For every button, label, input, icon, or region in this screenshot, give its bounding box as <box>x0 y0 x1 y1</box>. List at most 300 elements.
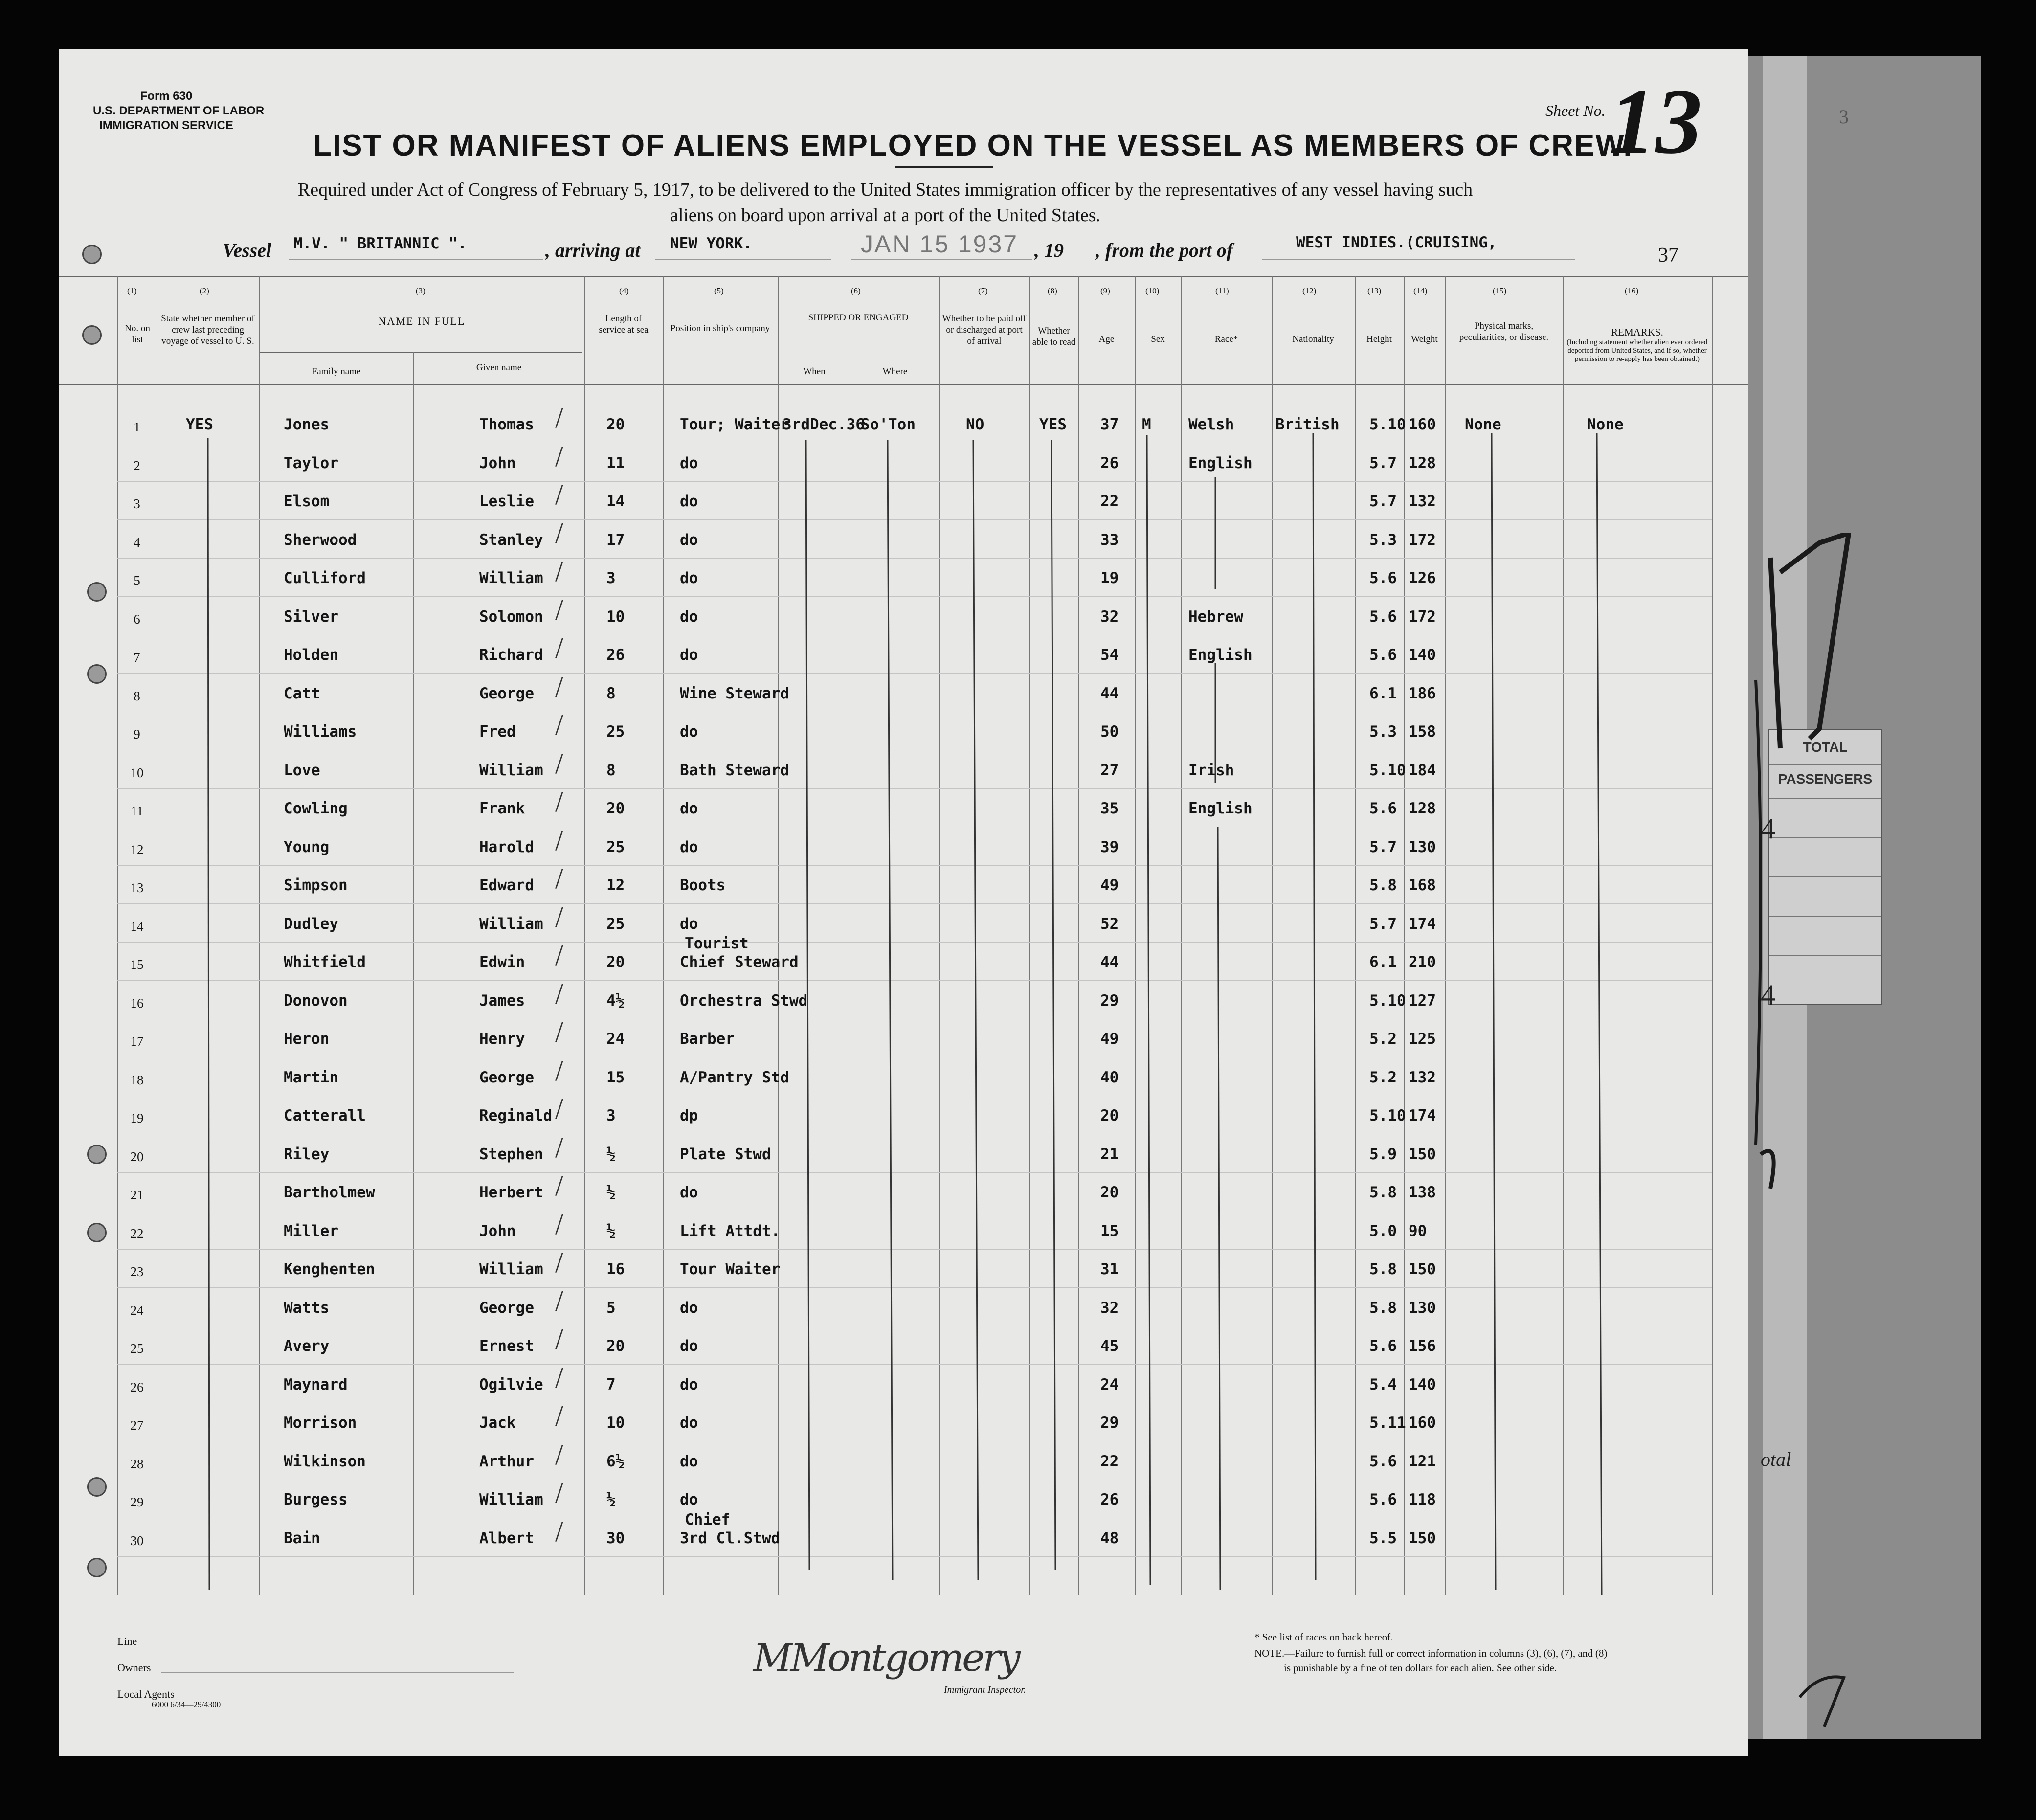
year-label: , 19 <box>1034 239 1064 261</box>
cell-given: Solomon <box>479 607 543 626</box>
row-number: 20 <box>130 1149 144 1164</box>
cell-position: do <box>680 838 698 856</box>
cell-weight: 90 <box>1409 1222 1427 1240</box>
cell-age: 48 <box>1100 1529 1119 1547</box>
cell-sex: M <box>1142 416 1151 433</box>
cell-family: Taylor <box>284 454 338 472</box>
col-num: (16) <box>1625 286 1639 295</box>
row-number: 27 <box>130 1418 144 1433</box>
cell-family: Dudley <box>284 915 338 933</box>
cell-weight: 158 <box>1409 723 1436 741</box>
cell-weight: 130 <box>1409 1299 1436 1317</box>
check-mark: / <box>555 709 563 741</box>
row-number: 6 <box>134 611 140 627</box>
header-sex: Sex <box>1151 334 1165 344</box>
row-number: 30 <box>130 1533 144 1548</box>
cell-position: do <box>680 569 698 587</box>
row-number: 21 <box>130 1188 144 1202</box>
cell-prev: YES <box>186 416 213 433</box>
arriving-label: , arriving at <box>545 239 641 261</box>
cell-age: 37 <box>1100 416 1119 433</box>
row-number: 5 <box>134 573 140 588</box>
cell-height: 5.7 <box>1369 915 1397 933</box>
footer-owners-label: Owners <box>117 1662 151 1674</box>
cell-weight: 127 <box>1409 991 1436 1010</box>
row-number: 23 <box>130 1264 144 1279</box>
cell-age: 29 <box>1100 1414 1119 1432</box>
cell-family: Catterall <box>284 1107 366 1124</box>
cell-family: Maynard <box>284 1375 348 1393</box>
cell-service: 24 <box>606 1030 625 1048</box>
cell-height: 5.6 <box>1369 1452 1397 1470</box>
row-number: 19 <box>130 1111 144 1125</box>
inspector-signature: MMontgomery <box>753 1636 1019 1680</box>
header-given-name: Given name <box>476 362 522 373</box>
cell-family: Cowling <box>284 800 348 817</box>
row-number: 26 <box>130 1379 144 1394</box>
department-name: U.S. DEPARTMENT OF LABOR <box>93 104 265 117</box>
cell-service: 25 <box>606 838 625 856</box>
cell-position: do <box>680 1184 698 1201</box>
cell-family: Avery <box>284 1337 330 1355</box>
cell-height: 5.6 <box>1369 569 1397 587</box>
cell-service: 17 <box>606 531 625 549</box>
row-number: 8 <box>134 688 140 703</box>
header-race: Race* <box>1214 334 1238 344</box>
col-num: (13) <box>1367 286 1382 295</box>
cell-weight: 174 <box>1409 1107 1436 1124</box>
cell-height: 5.2 <box>1369 1030 1397 1048</box>
row-number: 28 <box>130 1456 144 1471</box>
cell-weight: 130 <box>1409 838 1436 856</box>
check-mark: / <box>555 862 563 895</box>
cell-weight: 128 <box>1409 800 1436 817</box>
check-mark: / <box>555 1131 563 1164</box>
cell-weight: 118 <box>1409 1491 1436 1508</box>
cell-given: Edward <box>479 876 534 894</box>
row-number: 12 <box>130 842 144 857</box>
check-mark: / <box>555 517 563 549</box>
cell-height: 5.8 <box>1369 1299 1397 1317</box>
cell-given: Stephen <box>479 1145 543 1163</box>
cell-family: Whitfield <box>284 953 366 971</box>
row-number: 17 <box>130 1034 144 1049</box>
cell-when: 3rdDec.36 <box>783 416 865 433</box>
cell-given: Richard <box>479 646 543 664</box>
check-mark: / <box>555 1323 563 1355</box>
header-position: Position in ship's company <box>670 323 770 334</box>
cell-height: 5.9 <box>1369 1145 1397 1163</box>
from-label: , from the port of <box>1096 239 1233 261</box>
cell-given: Ernest <box>479 1337 534 1355</box>
cell-position: do <box>680 1452 698 1470</box>
cell-height: 5.8 <box>1369 1260 1397 1278</box>
cell-family: Heron <box>284 1030 330 1048</box>
header-when: When <box>803 366 826 377</box>
cell-age: 31 <box>1100 1260 1119 1278</box>
check-mark: / <box>555 555 563 587</box>
cell-given: Fred <box>479 723 516 741</box>
cell-height: 5.6 <box>1369 607 1397 626</box>
header-length-service: Length of service at sea <box>599 314 649 335</box>
sheet-label: Sheet No. <box>1545 102 1606 119</box>
cell-position: do <box>680 493 698 510</box>
cell-weight: 160 <box>1409 416 1436 433</box>
row-number: 13 <box>130 880 144 895</box>
cell-service: ½ <box>606 1222 616 1240</box>
service-name: IMMIGRATION SERVICE <box>99 119 233 132</box>
cell-age: 19 <box>1100 569 1119 587</box>
cell-height: 5.4 <box>1369 1375 1397 1393</box>
cell-family: Holden <box>284 646 338 664</box>
cell-position: Wine Steward <box>680 684 789 702</box>
cell-height: 5.0 <box>1369 1222 1397 1240</box>
cell-position: Boots <box>680 876 726 894</box>
check-mark: / <box>555 1169 563 1202</box>
cell-service: 30 <box>606 1529 625 1547</box>
row-number: 22 <box>130 1226 144 1241</box>
row-number: 4 <box>134 535 140 550</box>
cell-weight: 140 <box>1409 646 1436 664</box>
cell-position: do <box>680 723 698 741</box>
cell-age: 27 <box>1100 761 1119 779</box>
check-mark: / <box>555 1093 563 1125</box>
total-label: TOTAL <box>1803 740 1848 755</box>
cell-weight: 174 <box>1409 915 1436 933</box>
check-mark: / <box>555 824 563 856</box>
cell-height: 6.1 <box>1369 953 1397 971</box>
header-able-read: Whether able to read <box>1032 326 1076 347</box>
cell-weight: 160 <box>1409 1414 1436 1432</box>
cell-position: dp <box>680 1107 698 1124</box>
cell-height: 5.8 <box>1369 1184 1397 1201</box>
cell-service: 12 <box>606 876 625 894</box>
cell-service: 25 <box>606 723 625 741</box>
cell-position-top: Tourist <box>685 935 749 952</box>
check-mark: / <box>555 900 563 933</box>
cell-race: English <box>1188 454 1253 472</box>
cell-weight: 186 <box>1409 684 1436 702</box>
cell-position-top: Chief <box>685 1510 731 1528</box>
cell-family: Watts <box>284 1299 330 1317</box>
cell-family: Elsom <box>284 493 330 510</box>
cell-weight: 156 <box>1409 1337 1436 1355</box>
cell-weight: 184 <box>1409 761 1436 779</box>
cell-weight: 126 <box>1409 569 1436 587</box>
cell-given: William <box>479 915 543 933</box>
cell-given: Reginald <box>479 1107 553 1124</box>
header-remarks-note: (Including statement whether alien ever ordered deported from United States, and if so, whether permission to re-apply has been obtained.) <box>1566 338 1708 363</box>
cell-race: Irish <box>1188 761 1234 779</box>
footer-agents-label: Local Agents <box>117 1688 175 1700</box>
cell-race: Welsh <box>1188 416 1234 433</box>
cell-service: ½ <box>606 1145 616 1163</box>
cell-family: Sherwood <box>284 531 357 549</box>
row-number: 10 <box>130 765 144 780</box>
header-remarks: REMARKS. <box>1611 326 1663 338</box>
cell-age: 22 <box>1100 493 1119 510</box>
check-mark: / <box>555 670 563 703</box>
cell-race: Hebrew <box>1188 607 1243 626</box>
cell-position: Chief Steward <box>680 953 799 971</box>
row-number: 1 <box>134 420 140 434</box>
check-mark: / <box>555 1515 563 1548</box>
cell-given: William <box>479 1491 543 1508</box>
cell-given: George <box>479 1299 534 1317</box>
cell-position: do <box>680 607 698 626</box>
cell-service: 15 <box>606 1068 625 1086</box>
subtitle-line-1: Required under Act of Congress of February 5, 1917, to be delivered to the United States immigration officer by the representatives of any vessel having such <box>297 180 1473 200</box>
check-mark: / <box>555 786 563 818</box>
cell-family: Young <box>284 838 330 856</box>
cell-age: 32 <box>1100 1299 1119 1317</box>
cell-age: 44 <box>1100 684 1119 702</box>
row-number: 25 <box>130 1341 144 1356</box>
cell-physical: None <box>1465 416 1501 433</box>
cell-weight: 140 <box>1409 1375 1436 1393</box>
cell-nationality: British <box>1275 416 1340 433</box>
cell-family: Martin <box>284 1068 338 1086</box>
cell-family: Jones <box>284 416 330 433</box>
col-num: (2) <box>200 286 209 295</box>
check-mark: / <box>555 1016 563 1048</box>
date-stamp: JAN 15 1937 <box>861 230 1019 258</box>
header-paid-off: Whether to be paid off or discharged at port of arrival <box>942 314 1027 346</box>
cell-height: 5.10 <box>1369 416 1406 433</box>
cell-service: 6½ <box>606 1452 625 1470</box>
check-mark: / <box>555 1361 563 1394</box>
cell-age: 26 <box>1100 1491 1119 1508</box>
col-num: (6) <box>851 286 861 295</box>
cell-given: George <box>479 1068 534 1086</box>
check-mark: / <box>555 632 563 664</box>
header-nationality: Nationality <box>1292 334 1334 344</box>
col-num: (4) <box>619 286 629 295</box>
col-num: (12) <box>1302 286 1317 295</box>
footer-note-1: * See list of races on back hereof. <box>1254 1631 1393 1643</box>
cell-height: 5.3 <box>1369 723 1397 741</box>
cell-given: James <box>479 991 525 1010</box>
row-number: 2 <box>134 458 140 473</box>
footer-note-2: NOTE.—Failure to furnish full or correct information in columns (3), (6), (7), and (8) <box>1254 1647 1608 1659</box>
cell-service: 20 <box>606 800 625 817</box>
cell-family: Culliford <box>284 569 366 587</box>
check-mark: / <box>555 402 563 434</box>
cell-family: Donovon <box>284 991 348 1010</box>
col-num: (1) <box>127 286 137 295</box>
cell-given: Frank <box>479 800 525 817</box>
cell-service: 4½ <box>606 991 625 1010</box>
cell-service: 3 <box>606 569 616 587</box>
cell-given: John <box>479 1222 516 1240</box>
cell-height: 5.7 <box>1369 838 1397 856</box>
cell-height: 5.3 <box>1369 531 1397 549</box>
cell-height: 5.10 <box>1369 991 1406 1010</box>
cell-given: William <box>479 569 543 587</box>
cell-family: Kenghenten <box>284 1260 375 1278</box>
cell-race: English <box>1188 800 1253 817</box>
cell-race: English <box>1188 646 1253 664</box>
side-mark: 4 <box>1761 979 1775 1011</box>
header-state-whether: State whether member of crew last preceding voyage of vessel to U. S. <box>161 314 255 346</box>
check-mark: / <box>555 1208 563 1240</box>
cell-weight: 128 <box>1409 454 1436 472</box>
cell-service: 20 <box>606 953 625 971</box>
cell-height: 5.2 <box>1369 1068 1397 1086</box>
cell-service: 3 <box>606 1107 616 1124</box>
cell-given: Stanley <box>479 531 543 549</box>
cell-age: 52 <box>1100 915 1119 933</box>
cell-height: 5.7 <box>1369 493 1397 510</box>
cell-age: 54 <box>1100 646 1119 664</box>
cell-age: 35 <box>1100 800 1119 817</box>
print-code: 6000 6/34—29/4300 <box>152 1700 221 1709</box>
cell-given: William <box>479 761 543 779</box>
cell-given: Herbert <box>479 1184 543 1201</box>
cell-weight: 172 <box>1409 607 1436 626</box>
row-number: 3 <box>134 496 140 511</box>
cell-family: Wilkinson <box>284 1452 366 1470</box>
cell-height: 5.5 <box>1369 1529 1397 1547</box>
fill-line <box>161 1672 514 1673</box>
cell-weight: 150 <box>1409 1145 1436 1163</box>
from-port: WEST INDIES.(CRUISING, <box>1296 234 1497 251</box>
cell-age: 32 <box>1100 607 1119 626</box>
check-mark: / <box>555 478 563 511</box>
cell-age: 20 <box>1100 1107 1119 1124</box>
cell-given: Albert <box>479 1529 534 1547</box>
cell-age: 33 <box>1100 531 1119 549</box>
cell-given: Leslie <box>479 493 534 510</box>
col-num: (15) <box>1493 286 1507 295</box>
col-num: (7) <box>978 286 988 295</box>
check-mark: / <box>555 593 563 626</box>
cell-position: do <box>680 1375 698 1393</box>
vessel-label: Vessel <box>223 239 271 261</box>
cell-service: 8 <box>606 761 616 779</box>
header-family-name: Family name <box>312 366 361 377</box>
check-mark: / <box>555 440 563 472</box>
cell-family: Bain <box>284 1529 320 1547</box>
cell-weight: 150 <box>1409 1260 1436 1278</box>
cell-service: 10 <box>606 1414 625 1432</box>
page-number: 37 <box>1658 244 1678 267</box>
arriving-port: NEW YORK. <box>670 235 752 252</box>
vessel-name: M.V. " BRITANNIC ". <box>293 235 467 252</box>
cell-weight: 121 <box>1409 1452 1436 1470</box>
cell-position: do <box>680 1299 698 1317</box>
cell-paid: NO <box>966 416 984 433</box>
check-mark: / <box>555 1400 563 1432</box>
cell-position: do <box>680 646 698 664</box>
cell-position: Tour Waiter <box>680 1260 781 1278</box>
cell-height: 6.1 <box>1369 684 1397 702</box>
cell-family: Love <box>284 761 320 779</box>
cell-age: 21 <box>1100 1145 1119 1163</box>
check-mark: / <box>555 1477 563 1509</box>
check-mark: / <box>555 747 563 780</box>
cell-service: 20 <box>606 416 625 433</box>
cell-family: Catt <box>284 684 320 702</box>
cell-age: 45 <box>1100 1337 1119 1355</box>
cell-service: 10 <box>606 607 625 626</box>
corner-mark: 3 <box>1839 106 1849 128</box>
cell-position: do <box>680 800 698 817</box>
cell-weight: 138 <box>1409 1184 1436 1201</box>
cell-position: Bath Steward <box>680 761 789 779</box>
row-number: 16 <box>130 995 144 1011</box>
cell-read: YES <box>1039 416 1067 433</box>
cell-family: Simpson <box>284 876 348 894</box>
row-number: 24 <box>130 1303 144 1318</box>
row-number: 7 <box>134 650 140 665</box>
cell-height: 5.6 <box>1369 800 1397 817</box>
cell-service: 20 <box>606 1337 625 1355</box>
cell-height: 5.6 <box>1369 1491 1397 1508</box>
cell-family: Morrison <box>284 1414 357 1432</box>
cell-age: 15 <box>1100 1222 1119 1240</box>
cell-position: do <box>680 531 698 549</box>
header-physical: Physical marks, peculiarities, or disease. <box>1459 321 1549 342</box>
cell-age: 44 <box>1100 953 1119 971</box>
cell-position: do <box>680 1414 698 1432</box>
cell-age: 49 <box>1100 876 1119 894</box>
sheet-number: 13 <box>1609 70 1702 173</box>
cell-given: Jack <box>479 1414 516 1432</box>
cell-position: 3rd Cl.Stwd <box>680 1529 781 1547</box>
header-where: Where <box>882 366 908 377</box>
cell-position: Barber <box>680 1030 735 1048</box>
cell-weight: 210 <box>1409 953 1436 971</box>
footer-line-label: Line <box>117 1635 137 1647</box>
cell-height: 5.6 <box>1369 646 1397 664</box>
check-mark: / <box>555 977 563 1010</box>
inspector-label: Immigrant Inspector. <box>944 1685 1026 1695</box>
row-number: 15 <box>130 957 144 972</box>
cell-height: 5.11 <box>1369 1414 1406 1432</box>
cell-age: 29 <box>1100 991 1119 1010</box>
check-mark: / <box>555 939 563 971</box>
cell-age: 22 <box>1100 1452 1119 1470</box>
cell-position: Lift Attdt. <box>680 1222 781 1240</box>
footer-note-3: is punishable by a fine of ten dollars for each alien. See other side. <box>1284 1662 1557 1674</box>
cell-age: 20 <box>1100 1184 1119 1201</box>
row-number: 11 <box>131 804 143 818</box>
cell-service: 16 <box>606 1260 625 1278</box>
cell-family: Miller <box>284 1222 338 1240</box>
cell-given: William <box>479 1260 543 1278</box>
cell-given: Ogilvie <box>479 1375 543 1393</box>
cell-service: 5 <box>606 1299 616 1317</box>
cell-service: ½ <box>606 1184 616 1201</box>
cell-weight: 150 <box>1409 1529 1436 1547</box>
cell-family: Riley <box>284 1145 330 1163</box>
cell-weight: 132 <box>1409 493 1436 510</box>
cell-weight: 132 <box>1409 1068 1436 1086</box>
cell-height: 5.10 <box>1369 1107 1406 1124</box>
cell-service: 7 <box>606 1375 616 1393</box>
col-num: (8) <box>1048 286 1057 295</box>
cell-given: John <box>479 454 516 472</box>
cell-position: do <box>680 915 698 933</box>
cell-service: 25 <box>606 915 625 933</box>
side-mark: otal <box>1761 1448 1791 1470</box>
cell-given: Harold <box>479 838 534 856</box>
check-mark: / <box>555 1284 563 1317</box>
cell-age: 49 <box>1100 1030 1119 1048</box>
cell-position: do <box>680 1491 698 1508</box>
cell-service: 26 <box>606 646 625 664</box>
